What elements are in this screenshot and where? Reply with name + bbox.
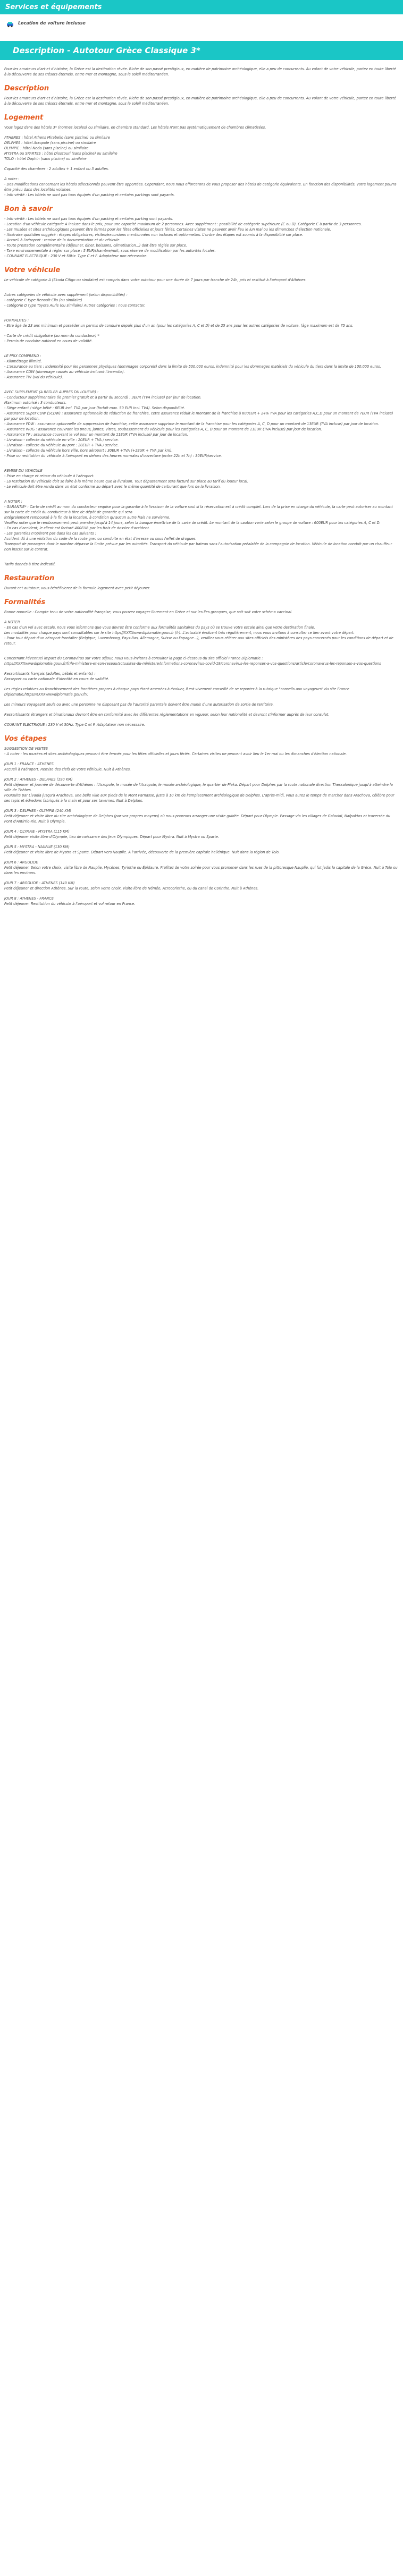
vehicule-formalites: FORMALITES : - Etre âgé de 23 ans minimum et posséder un permis de conduire depuis plus d'un an (pour les catégories A, C et D) et de 25 ans pour les autres catégories de voiture. (âge maximum est de 75 ans.: [4, 318, 354, 328]
logement-title: Logement: [4, 114, 44, 122]
page: [0, 0, 403, 911]
services-header: Services et équipements: [0, 0, 403, 14]
bon-savoir-title: Bon à savoir: [4, 205, 53, 213]
description-title: Description: [4, 84, 49, 92]
formalites-para-1: Bonne nouvelle : Compte tenu de votre nationalité française, vous pouvez voyager librement en Grèce et sur les îles grecques, que soit soit votre schéma vaccinal.: [4, 610, 292, 614]
logement-note: A noter : - Des modifications concernant les hôtels sélectionnés peuvent être apportées. Cependant, nous nous efforcerons de vous proposer des hôtels de catégorie équivalente. En fonction des disponibilités, votre logement pourra être prévu dans des localités voisines. - Info vérité : Les hôtels ne sont pas tous équipés d'un parking et certains parkings sont payants.: [4, 177, 397, 197]
etape-jour-1: JOUR 1 : FRANCE - ATHENES Accueil à l'aéroport. Remise des clefs de votre véhicule. Nuit à Athènes.: [4, 762, 131, 772]
formalites-title: Formalités: [4, 598, 46, 606]
vehicule-a-noter: A NOTER : - GARANTIE* : Carte de crédit au nom du conducteur requise pour la garantie à la livraison de la voiture soul si la réservation est à crédit complet. Lors de la prise en charge du véhicule, la carte peut autoriser au montant sur la carte de crédit du conducteur à titre de dépôt de garantie qui sera intégralement remboursé à la fin de la location, à condition qu'aucun autre frais ne survienne. Veuillez noter que le remboursement peut prendre jusqu'à 14 jours, selon la banque émettrice de la carte de crédit. Le montant de la caution varie selon le groupe de voiture : 600EUR pour les catégories A, C et D. - En cas d'accident, le client est facturé 400EUR par les frais de dossier d'accident. - Les garanties n'opèrent pas dans les cas suivants : Accident dû à une violation du code de la route grec ou conduite en état d'ivresse ou sous l'effet de drogues. Transport de passagers dont le nombre dépasse la limite prévue par les autorités. Transport du véhicule par bateau sans l'autorisation préalable de la compagnie de location. Véhicule de location conduit par un chauffeur non inscrit sur le contrat.: [4, 499, 393, 552]
vehicule-prix-comprend: LE PRIX COMPREND : - Kilométrage illimité. - L'assurance au tiers : indemnité pour les personnes physiques (dommages corporels) dans la limite de 500.000 euros, indemnité pour les dommages matériels du véhicule du tiers dans la limite de 100.000 euros. - Assurance CDW (dommage causés au véhicule incluant l'incendie). - Assurance TW (vol du véhicule).: [4, 354, 381, 379]
logement-capacity: Capacité des chambres : 2 adultes + 1 enfant ou 3 adultes.: [4, 167, 109, 171]
vehicule-section: [0, 266, 403, 567]
vehicule-documents: - Carte de crédit obligatoire (au nom du conducteur) * - Permis de conduire national en cours de validité.: [4, 334, 99, 343]
formalites-para-5: Les règles relatives au franchissement des frontières propres à chaque pays étant amenées à évoluer, il est vivement conseillé de se reporter à la rubrique "conseils aux voyageurs" du site France Diplomatie,https//XXXXwwwdiplomatie.gouv.fr/.: [4, 687, 349, 697]
restauration-section: [0, 574, 403, 591]
formalites-para-2: A NOTER - En cas d'un vol avec escale, nous vous informons que vous devrez être conforme aux formalités sanitaires du pays où se trouve votre escale ainsi que votre destination finale. Les modalités pour chaque pays sont consultables sur le site https//XXXXwwwdiplomatie.gouv.fr (fr). L'actualité évoluant très régulièrement, nous vous invitons à consulter ce lien avant votre départ. - Pour tout départ d'un aéroport frontalier (Belgique, Luxembourg, Pays-Bas, Allemagne, Suisse ou Espagne...), veuillez vous référer aux sites officiels des ministères des pays concernés pour les conditions de départ et de retour.: [4, 620, 393, 646]
car-rental-icon: [6, 20, 14, 26]
etape-jour-8: JOUR 8 : ATHENES - FRANCE Petit déjeuner. Restitution du véhicule à l'aéroport et vol retour en France.: [4, 896, 136, 906]
etape-jour-5: JOUR 5 : MYSTRA - NAUPLIE (130 KM) Petit déjeuner et visite libre de Mystra et Sparte. Départ vers Nauplie. A l'arrivée, découverte de la première capitale hellénique. Nuit dans la région de Tolo.: [4, 845, 280, 854]
logement-hotels: ATHENES : hôtel Athens Mirabello (sans piscine) ou similaire DELPHES : hôtel Acropole (sans piscine) ou similaire OLYMPIE : hôtel Neda (sans piscine) ou similaire MYSTRA ou SPARTES : hôtel Dioscouri (sans piscine) ou similaire TOLO : hôtel Daphin (sans piscine) ou similaire: [4, 135, 117, 161]
vehicule-title: Votre véhicule: [4, 266, 61, 274]
restauration-title: Restauration: [4, 574, 55, 582]
logement-section: [0, 114, 403, 198]
vehicule-supplements: AVEC SUPPLEMENT (A REGLER AUPRES DU LOUEUR) : - Conducteur supplémentaire (le premier gratuit et à partir du second) : 3EUR (TVA incluse) par jour de location. Maximum autorisé : 3 conducteurs. - Siège enfant / siège bébé : 6EUR incl. TVA par jour (forfait max. 50 EUR incl. TVA). Selon disponibilité. - Assurance Super CDW (SCDW) : assurance optionnelle de réduction de franchise, cette assurance réduit le montant de la franchise à 600EUR + 24% TVA pour les catégories A,C,D pour un montant de 7EUR (TVA incluse) par jour de location. - Assurance FDW : assurance optionnelle de suppression de franchise, cette assurance supprime le montant de la franchise pour les catégories A, C, D pour un montant de 13EUR (TVA incluse) par jour de location. - Assurance WUG : assurance couvrant les pneus, jantes, vitres, soubassement du véhicule pour les catégories A, C, D pour un montant de 11EUR (TVA incluse) par jour de location. - Assurance TP : assurance couvrant le vol pour un montant de 11EUR (TVA incluse) par jour de location. - Livraison - collecte du véhicule en ville : 20EUR + TVA / service. - Livraison - collecte du véhicule au port : 20EUR + TVA / service. - Livraison - collecte du véhicule hors ville, hors aéroport : 30EUR +TVA (+2EUR + TVA par km). - Prise ou restitution du véhicule à l'aéroport en dehors des heures normales d'ouverture (entre 22h et 7h) : 30EUR/service.: [4, 390, 393, 458]
formalites-section: [0, 598, 403, 727]
formalites-para-3: Concernant l'éventuel impact du Coronavirus sur votre séjour, nous vous invitons à consulter la page ci-dessous du site officiel France Diplomatie : https//XXXXwwwdiplomatie.gouv.fr/fr/le-ministere-et-son-reseau/actualites-du-ministere/informations-coronavirus-covid-19/coronavirus-les-reponses-a-vos-questions/article/coronavirus-les-reponses-a-vos-questions: [4, 656, 381, 666]
etapes-section: [0, 735, 403, 906]
formalites-para-6: Les mineurs voyageant seuls ou avec une personne ne disposant pas de l'autorité parentale doivent être munis d'une autorisation de sortie de territoire.: [4, 702, 274, 707]
etape-jour-2: JOUR 2 : ATHENES - DELPHES (190 KM) Petit déjeuner et journée de découverte d'Athènes : l'Acropole, le musée de l'Acropole, le musée archéologique, le quartier de Plaka. Départ pour Delphes par la route nationale direction Thessalonique jusqu'à atteindre la ville de Thèbes. Poursuite par Livadia jusqu'à Arachova, une belle ville aux pieds de le Mont Parnasse, juste à 10 km de l'emplacement archéologique de Delphes. L'après-midi, vous aurez le temps de marcher dans Arachova, célèbre pour ses tapis et édredons fabriqués à la main et pour ses tavernes. Nuit à Delphes.: [4, 777, 394, 803]
description-band: Description - Autotour Grèce Classique 3*: [0, 41, 403, 60]
formalites-para-8: COURANT ELECTRIQUE : 230 V et 50Hz. Type C et F. Adaptateur non nécessaire.: [4, 723, 146, 727]
etapes-title: Vos étapes: [4, 735, 47, 743]
bon-savoir-text: - Info vérité : Les hôtels ne sont pas tous équipés d'un parking et certains parking sont payants. - Location d'un véhicule catégorie A incluse dans le prix, pour une capacité maximum de 2 personnes. Avec supplément : possibilité de catégorie supérieure (C ou D). Catégorie C à partir de 3 personnes. - Les musées et sites archéologiques peuvent être fermés pour les fêtes officielles et jours fériés. Certaines visites ne peuvent avoir lieu le lun mai ou les dimanches d'élection nationale. - Itinéraire quotidien suggéré : étapes obligatoires, visites/excursions mentionnées non incluses et optionnelles. L'ordre des étapes est soumis à la disponibilité sur place. - Accueil à l'aéroport : remise de la documentation et du véhicule. - Toute prestation complémentaire (déjeuner, dîner, boissons, climatisation...) doit être réglée sur place. - Taxe environnementale à régler sur place : 5 EUR/chambre/nuit, sous réserve de modification par les autorités locales. - COURANT ELECTRIQUE : 230 V et 50Hz. Type C et F. Adaptateur non nécessaire.: [4, 217, 362, 258]
etape-jour-3: JOUR 3 : DELPHES - OLYMPIE (240 KM) Petit déjeuner et visite libre du site archéologique de Delphes (par vos propres moyens) où nous pourrons arranger une visite guidée. Départ pour Olympie. Passage via les villages de Galaxidi, Nafpaktos et traversée du Pont d'Antirrio-Rio. Nuit à Olympie.: [4, 809, 390, 824]
description-text: Pour les amateurs d'art et d'histoire, la Grèce est la destination rêvée. Riche de son passé prestigieux, en matière de patrimoine archéologique, elle a peu de concurrents. Au volant de votre véhicule, partez en toute liberté à la découverte de ses trésors éternels, entre mer et montagne, sous le soleil méditerranéen.: [4, 96, 396, 106]
vehicule-categories: Autres catégories de véhicule avec supplément (selon disponibilités) : - catégorie C type Renault Clio (ou similaire) - catégorie D type Toyota Auris (ou similaire) Autres catégories : nous contacter.: [4, 293, 146, 308]
etape-jour-7: JOUR 7 : ARGOLIDE - ATHENES (140 KM) Petit déjeuner et direction Athènes. Sur la route, selon votre choix, visite libre de Némée, Acrocorinthe, ou du canal de Corinthe. Nuit à Athènes.: [4, 881, 259, 891]
vehicule-tarifs: Tarifs donnés à titre indicatif.: [4, 562, 56, 566]
formalites-para-4: Ressortissants français (adultes, bébés et enfants) : Passeport ou carte nationale d'identité en cours de validité.: [4, 672, 110, 681]
etape-jour-4: JOUR 4 : OLYMPIE - MYSTRA (115 KM) Petit déjeuner visite libre d'Olympie, lieu de naissance des Jeux Olympiques. Départ pour Mystra. Nuit à Mystra ou Sparte.: [4, 829, 220, 839]
etape-jour-6: JOUR 6 : ARGOLIDE Petit déjeuner. Selon votre choix, visite libre de Nauplie, Mycènes, Tyrinthe ou Épidaure. Profitez de votre soirée pour vous promener dans les rues de la pittoresque Nauplie, qui fut jadis la capitale de la Grèce. Nuit à Tolo ou dans les environs.: [4, 860, 398, 875]
intro-section: [0, 66, 403, 77]
intro-text: Pour les amateurs d'art et d'histoire, la Grèce est la destination rêvée. Riche de son passé prestigieux, en matière de patrimoine archéologique, elle a peu de concurrents. Au volant de votre véhicule, partez en toute liberté à la découverte de ses trésors éternels, entre mer et montagne, sous le soleil méditerranéen.: [4, 67, 396, 77]
service-label: Location de voiture inclusse: [18, 20, 86, 26]
vehicule-intro: Le véhicule de catégorie A (Skoda Citigo ou similaire) est compris dans votre autotour pour une durée de 7 jours par tranche de 24h, pris et restitué à l'aéroport d'Athènes.: [4, 278, 307, 282]
description-section: [0, 84, 403, 106]
vehicule-remise: REMISE DU VEHICULE - Prise en charge et retour du véhicule à l'aéroport. - La restitution du véhicule doit se faire à la même heure que la livraison. Tout dépassement sera facturé sur place au tarif du loueur local. - Le véhicule doit être rendu dans un état conforme au départ avec le même quantité de carburant que lors de la livraison.: [4, 469, 248, 489]
service-item: [0, 14, 403, 31]
etape-suggestions: SUGGESTION DE VISITES - A noter : les musées et sites archéologiques peuvent être fermés pour les fêtes officielles et jours fériés. Certaines visites ne peuvent avoir lieu le 1er mai ou les dimanches d'élection nationale.: [4, 747, 347, 756]
logement-para: Vous logez dans des hôtels 3* (normes locales) ou similaire, en chambre standard. Les hôtels n'ont pas systématiquement de chambres climatisées.: [4, 125, 266, 130]
formalites-para-7: Ressortissants étrangers et binationaux devront être en conformité avec les différentes réglementations en vigueur, selon leur nationalité et devront s'informer auprès de leur consulat.: [4, 713, 330, 717]
restauration-text: Durant cet autotour, vous bénéficierez de la formule logement avec petit déjeuner.: [4, 586, 150, 590]
bon-savoir-section: [0, 205, 403, 259]
